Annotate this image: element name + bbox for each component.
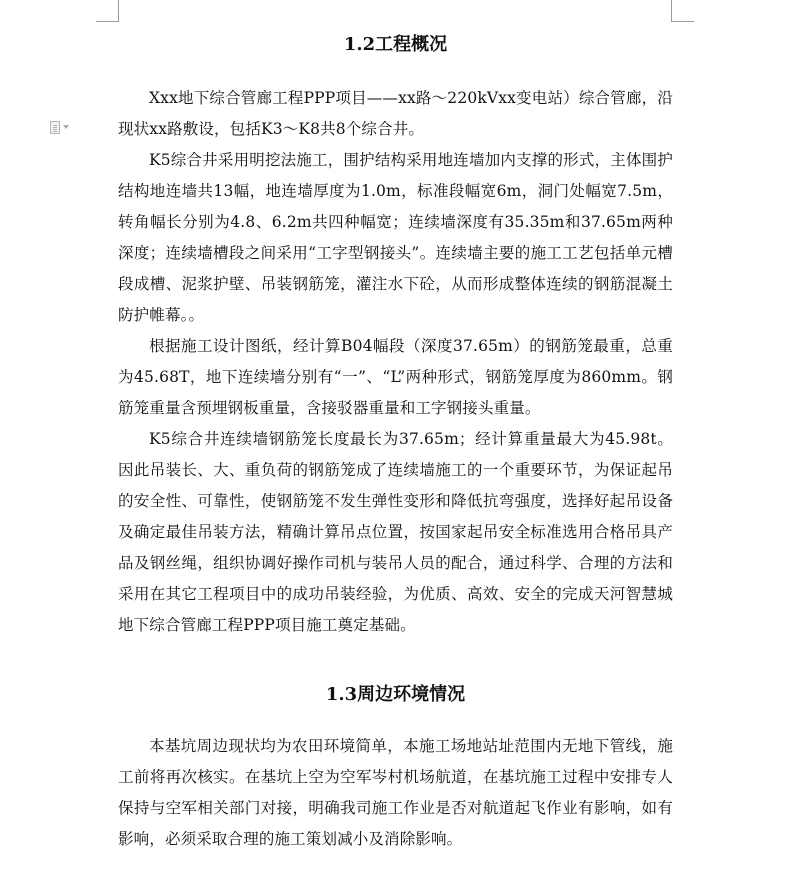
paragraph: K5综合井连续墙钢筋笼长度最长为37.65m；经计算重量最大为45.98t。因此吊装长、大、重负荷的钢筋笼成了连续墙施工的一个重要环节，为保证起吊的安全性、可靠性，使钢筋笼不发生弹性变形和降低抗弯强度，选择好起吊设备及确定最佳吊装方法，精确计算吊点位置，按国家起吊安全标准选用合格吊具产品及钢丝绳，组织协调好操作司机与装吊人员的配合，通过科学、合理的方法和采用在其它工程项目中的成功吊装经验，为优质、高效、安全的完成天河智慧城地下综合管廊工程PPP项目施工奠定基础。 bbox=[118, 430, 673, 634]
crop-mark-right-horizontal bbox=[671, 21, 694, 22]
section-heading-overview: 1.2工程概况 bbox=[343, 34, 448, 55]
document-sheet-icon bbox=[50, 121, 60, 134]
paragraph: Xxx地下综合管廊工程PPP项目——xx路～220kVxx变电站）综合管廊，沿现状xx路敷设，包括K3～K8共8个综合井。 bbox=[118, 89, 673, 138]
paragraph: K5综合井采用明挖法施工，围护结构采用地连墙加内支撑的形式，主体围护结构地连墙共13幅，地连墙厚度为1.0m，标准段幅宽6m，洞门处幅宽7.5m，转角幅长分别为4.8、6.2m共四种幅宽；连续墙深度有35.35m和37.65m两种深度；连续墙槽段之间采用“工字型钢接头”。连续墙主要的施工工艺包括单元槽段成槽、泥浆护壁、吊装钢筋笼，灌注水下砼，从而形成整体连续的钢筋混凝土防护帷幕。。 bbox=[118, 151, 673, 324]
document-body bbox=[118, 30, 673, 855]
crop-mark-left-vertical bbox=[118, 0, 119, 22]
paragraph: 本基坑周边现状均为农田环境简单，本施工场地站址范围内无地下管线，施工前将再次核实。在基坑上空为空军岑村机场航道，在基坑施工过程中安排专人保持与空军相关部门对接，明确我司施工作业是否对航道起飞作业有影响，如有影响，必须采取合理的施工策划减小及消除影响。 bbox=[118, 737, 673, 848]
paragraph: 根据施工设计图纸，经计算B04幅段（深度37.65m）的钢筋笼最重，总重为45.68T，地下连续墙分别有“一”、“L”两种形式，钢筋笼厚度为860mm。钢筋笼重量含预埋钢板重量，含接驳器重量和工字钢接头重量。 bbox=[118, 337, 673, 417]
document-icon[interactable] bbox=[50, 119, 80, 135]
chevron-down-icon bbox=[63, 125, 69, 129]
crop-mark-left-horizontal bbox=[96, 21, 119, 22]
section-heading-surroundings: 1.3周边环境情况 bbox=[325, 684, 466, 705]
crop-mark-right-vertical bbox=[671, 0, 672, 22]
